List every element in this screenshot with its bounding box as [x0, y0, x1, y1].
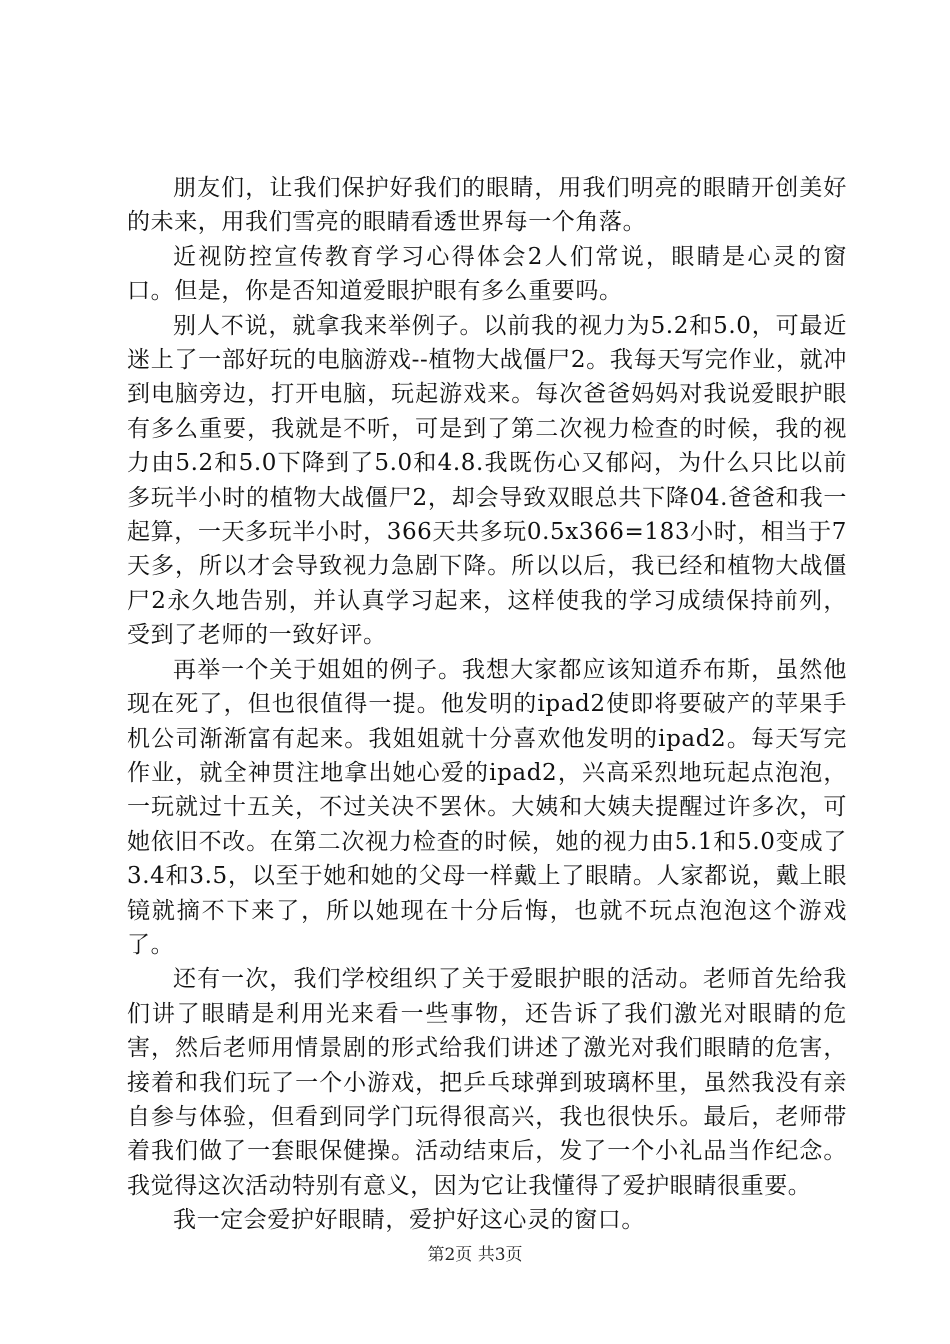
paragraph-3: 别人不说，就拿我来举例子。以前我的视力为5.2和5.0，可最近迷上了一部好玩的电脑游戏--植物大战僵尸2。我每天写完作业，就冲到电脑旁边，打开电脑，玩起游戏来。每次爸爸妈妈对我说爱眼护眼有多么重要，我就是不听，可是到了第二次视力检查的时候，我的视力由5.2和5.0下降到了5.0和4.8.我既伤心又郁闷，为什么只比以前多玩半小时的植物大战僵尸2，却会导致双眼总共下降04.爸爸和我一起算，一天多玩半小时，366天共多玩0.5x366=183小时，相当于7天多，所以才会导致视力急剧下降。所以以后，我已经和植物大战僵尸2永久地告别，并认真学习起来，这样使我的学习成绩保持前列，受到了老师的一致好评。 [127, 312, 847, 649]
paragraph-2: 近视防控宣传教育学习心得体会2人们常说，眼睛是心灵的窗口。但是，你是否知道爱眼护眼有多么重要吗。 [127, 243, 847, 305]
paragraph-1: 朋友们，让我们保护好我们的眼睛，用我们明亮的眼睛开创美好的未来，用我们雪亮的眼睛看透世界每一个角落。 [127, 175, 847, 236]
page-number-footer: 第2页 共3页 [427, 1245, 523, 1265]
document-body [127, 171, 847, 1238]
paragraph-6: 我一定会爱护好眼睛，爱护好这心灵的窗口。 [173, 1207, 645, 1234]
paragraph-5: 还有一次，我们学校组织了关于爱眼护眼的活动。老师首先给我们讲了眼睛是利用光来看一些事物，还告诉了我们激光对眼睛的危害，然后老师用情景剧的形式给我们讲述了激光对我们眼睛的危害，接着和我们玩了一个小游戏，把乒乓球弹到玻璃杯里，虽然我没有亲自参与体验，但看到同学门玩得很高兴，我也很快乐。最后，老师带着我们做了一套眼保健操。活动结束后，发了一个小礼品当作纪念。我觉得这次活动特别有意义，因为它让我懂得了爱护眼睛很重要。 [127, 966, 847, 1199]
paragraph-4: 再举一个关于姐姐的例子。我想大家都应该知道乔布斯，虽然他现在死了，但也很值得一提。他发明的ipad2使即将要破产的苹果手机公司渐渐富有起来。我姐姐就十分喜欢他发明的ipad2。每天写完作业，就全神贯注地拿出她心爱的ipad2，兴高采烈地玩起点泡泡，一玩就过十五关，不过关决不罢休。大姨和大姨夫提醒过许多次，可她依旧不改。在第二次视力检查的时候，她的视力由5.1和5.0变成了3.4和3.5，以至于她和她的父母一样戴上了眼睛。人家都说，戴上眼镜就摘不下来了，所以她现在十分后悔，也就不玩点泡泡这个游戏了。 [127, 656, 847, 958]
